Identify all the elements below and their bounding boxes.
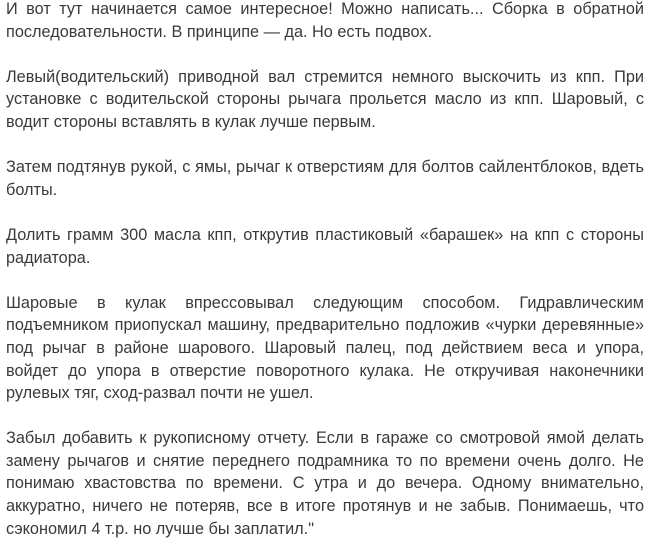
paragraph-conclusion: Забыл добавить к рукописному отчету. Если в гараже со смотровой ямой делать замену рычагов и снятие переднего подрамника то по времени очень долго. Не понимаю хвастовства по времени. С утра и до вечера. Одному внимательно, аккуратно, ничего не потеряв, все в итоге протянув и не забыв. Понимаешь, что сэкономил 4 т.р. но лучше бы заплатил.": [6, 429, 644, 538]
paragraph-bolts: Затем подтянув рукой, с ямы, рычаг к отверстиям для болтов сайлентблоков, вдеть болты.: [6, 158, 644, 199]
paragraph-oil: Долить грамм 300 масла кпп, открутив пластиковый «барашек» на кпп с стороны радиатора.: [6, 225, 644, 267]
paragraph-intro: И вот тут начинается самое интересное! Можно написать... Сборка в обратной последовательности. В принципе — да. Но есть подвох.: [6, 0, 644, 41]
paragraph-driveshaft: Левый(водительский) приводной вал стремится немного выскочить из кпп. При установке с водительской стороны рычага прольется масло из кпп. Шаровый, с водит стороны вставлять в кулак лучше первым.: [6, 67, 644, 131]
article-body: [6, 0, 644, 540]
paragraph-ball-joints: Шаровые в кулак впрессовывал следующим способом. Гидравлическим подъемником приопускал машину, предварительно подложив «чурки деревянные» под рычаг в районе шарового. Шаровый палец, под действием веса и упора, войдет до упора в отверстие поворотного кулака. Не откручивая наконечники рулевых тяг, сход-развал почти не ушел.: [6, 293, 644, 403]
